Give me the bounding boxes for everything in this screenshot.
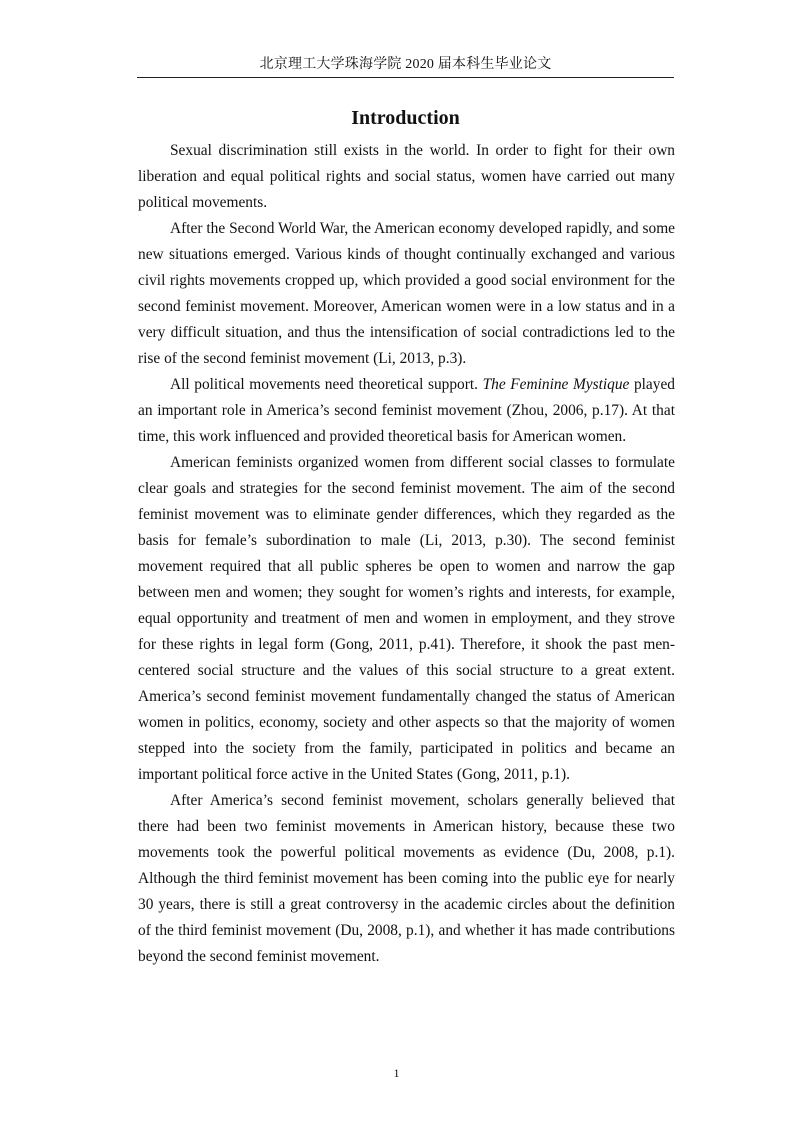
paragraph-1: Sexual discrimination still exists in the world. In order to fight for their own liberation and equal political rights and social status, women have carried out many political movements. [138, 142, 675, 211]
section-title: Introduction [351, 107, 460, 129]
running-header: 北京理工大学珠海学院 2020 届本科生毕业论文 [259, 57, 552, 72]
book-title: The Feminine Mystique [482, 376, 630, 393]
paragraph-3-rest: played an important role in America’s second feminist movement (Zhou, 2006, p.17). At that time, this work influenced and provided theoretical basis for American women. [138, 376, 675, 445]
paragraph-3 [138, 372, 675, 450]
page-number: 1 [393, 1066, 400, 1080]
paragraph-2: After the Second World War, the American economy developed rapidly, and some new situations emerged. Various kinds of thought continually exchanged and various civil rights movements cropped up, which provided a good social environment for the second feminist movement. Moreover, American women were in a low status and in a very difficult situation, and thus the intensification of social contradictions led to the rise of the second feminist movement (Li, 2013, p.3). [138, 220, 675, 367]
header-rule [137, 77, 674, 78]
body-text [138, 138, 675, 970]
paragraph-4: American feminists organized women from different social classes to formulate clear goals and strategies for the second feminist movement. The aim of the second feminist movement was to eliminate gender differences, which they regarded as the basis for female’s subordination to male (Li, 2013, p.30). The second feminist movement required that all public spheres be open to women and narrow the gap between men and women; they sought for women’s rights and interests, for example, equal opportunity and treatment of men and women in employment, and they strove for these rights in legal form (Gong, 2011, p.41). Therefore, it shook the past men-centered social structure and the values of this social structure to a great extent. America’s second feminist movement fundamentally changed the status of American women in politics, economy, society and other aspects so that the majority of women stepped into the society from the family, participated in politics and became an important political force active in the United States (Gong, 2011, p.1). [138, 454, 675, 783]
paragraph-3-lead: All political movements need theoretical support. [170, 376, 483, 393]
paragraph-5: After America’s second feminist movement, scholars generally believed that there had been two feminist movements in American history, because these two movements took the powerful political movements as evidence (Du, 2008, p.1). Although the third feminist movement has been coming into the public eye for nearly 30 years, there is still a great controversy in the academic circles about the definition of the third feminist movement (Du, 2008, p.1), and whether it has made contributions beyond the second feminist movement. [138, 792, 675, 965]
